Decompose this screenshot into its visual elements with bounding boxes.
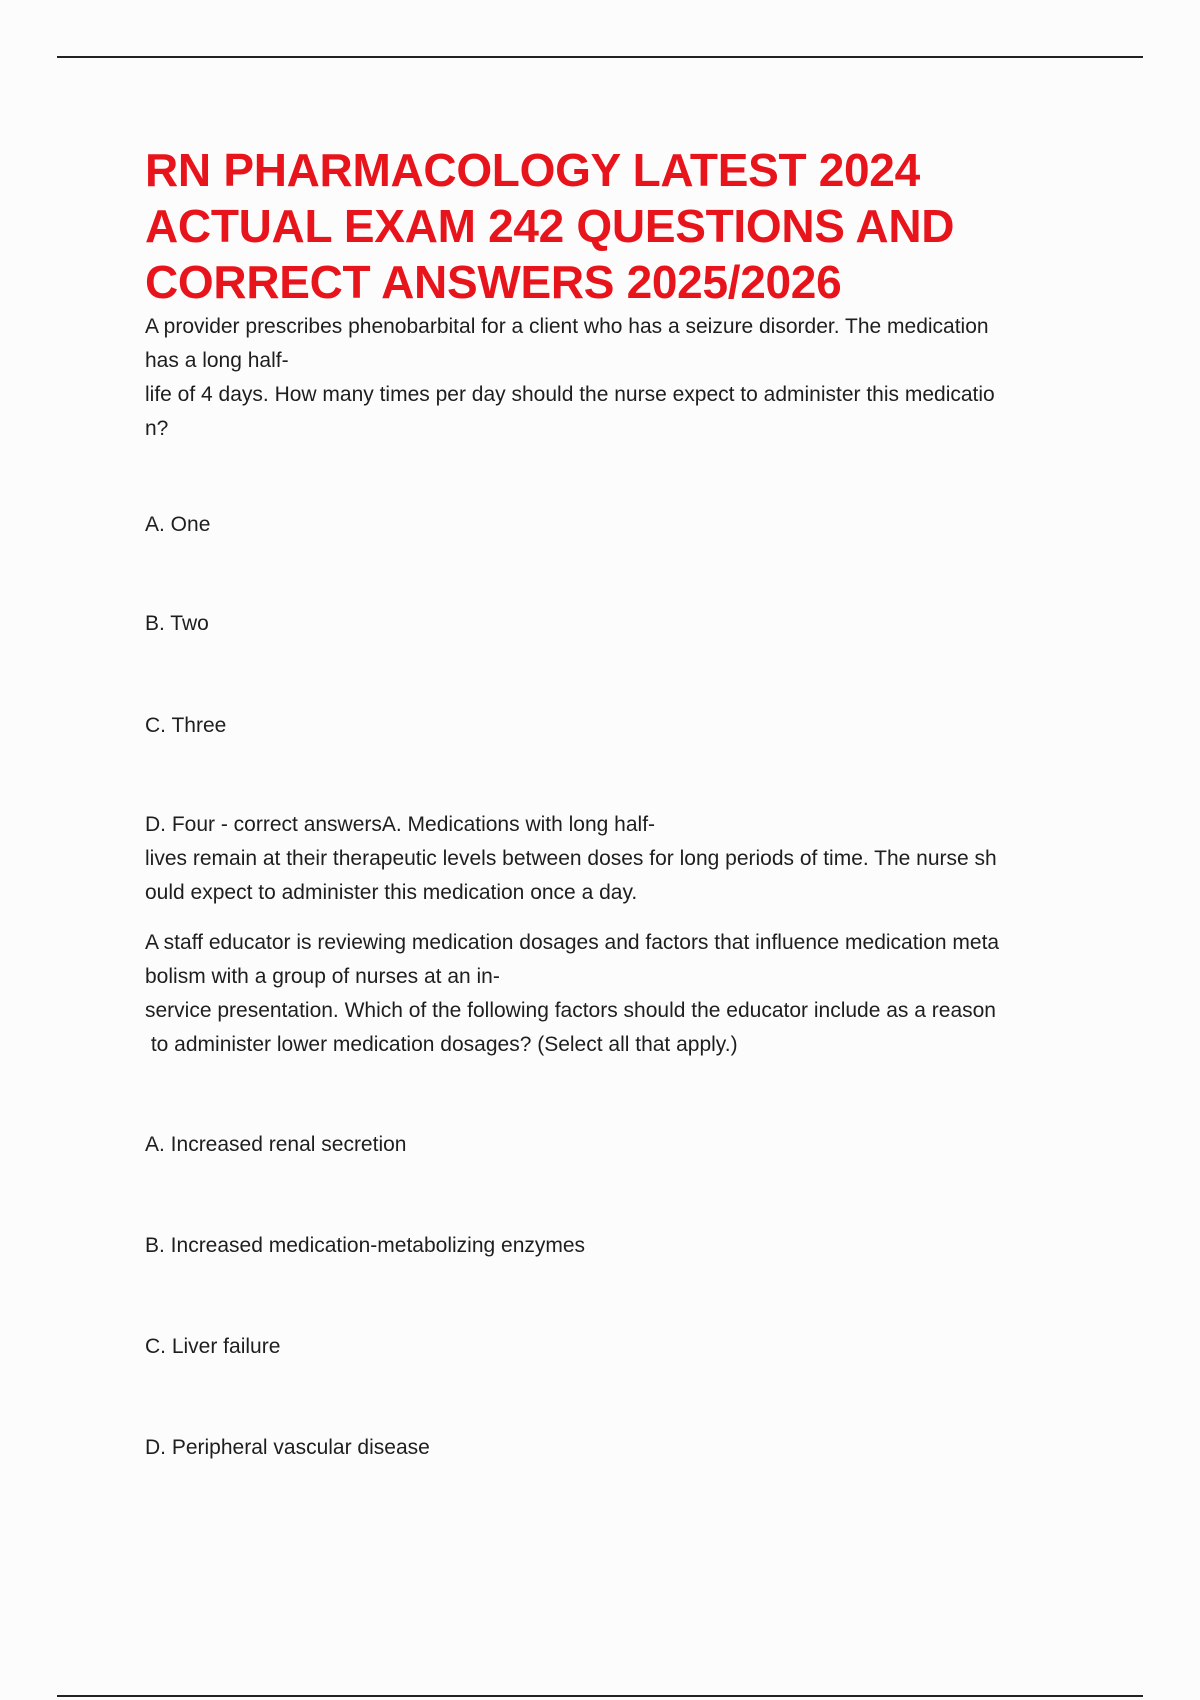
top-rule [57,56,1143,58]
answer-line: ould expect to administer this medication once a day. [145,881,638,904]
bottom-rule [57,1695,1143,1697]
stem-line: to administer lower medication dosages? (Select all that apply.) [145,1033,738,1056]
answer-line: D. Four - correct answersA. Medications with long half- [145,813,656,836]
title-line: CORRECT ANSWERS 2025/2026 [145,256,842,308]
question-2-option-c: C. Liver failure [145,1335,281,1358]
question-1 [145,310,1070,910]
question-1-option-b: B. Two [145,612,209,635]
question-1-stem [145,310,1070,446]
document-title [145,142,1070,310]
question-2-stem [145,926,1070,1062]
title-line: RN PHARMACOLOGY LATEST 2024 [145,144,920,196]
stem-line: has a long half- [145,349,289,372]
stem-line: service presentation. Which of the following factors should the educator include as a reason [145,999,996,1022]
stem-line: A staff educator is reviewing medication dosages and factors that influence medication meta [145,931,1000,954]
question-2-option-d: D. Peripheral vascular disease [145,1436,430,1459]
stem-line: n? [145,417,169,440]
question-1-option-a: A. One [145,513,211,536]
title-line: ACTUAL EXAM 242 QUESTIONS AND [145,200,955,252]
stem-line: A provider prescribes phenobarbital for a client who has a seizure disorder. The medication [145,315,989,338]
stem-line: bolism with a group of nurses at an in- [145,965,500,988]
question-1-answer [145,808,1070,910]
stem-line: life of 4 days. How many times per day should the nurse expect to administer this medicatio [145,383,995,406]
document-content [145,142,1070,1465]
question-2 [145,926,1070,1465]
question-2-option-a: A. Increased renal secretion [145,1133,407,1156]
question-2-option-b: B. Increased medication-metabolizing enzymes [145,1234,586,1257]
question-1-option-c: C. Three [145,714,227,737]
answer-line: lives remain at their therapeutic levels between doses for long periods of time. The nurse sh [145,847,997,870]
